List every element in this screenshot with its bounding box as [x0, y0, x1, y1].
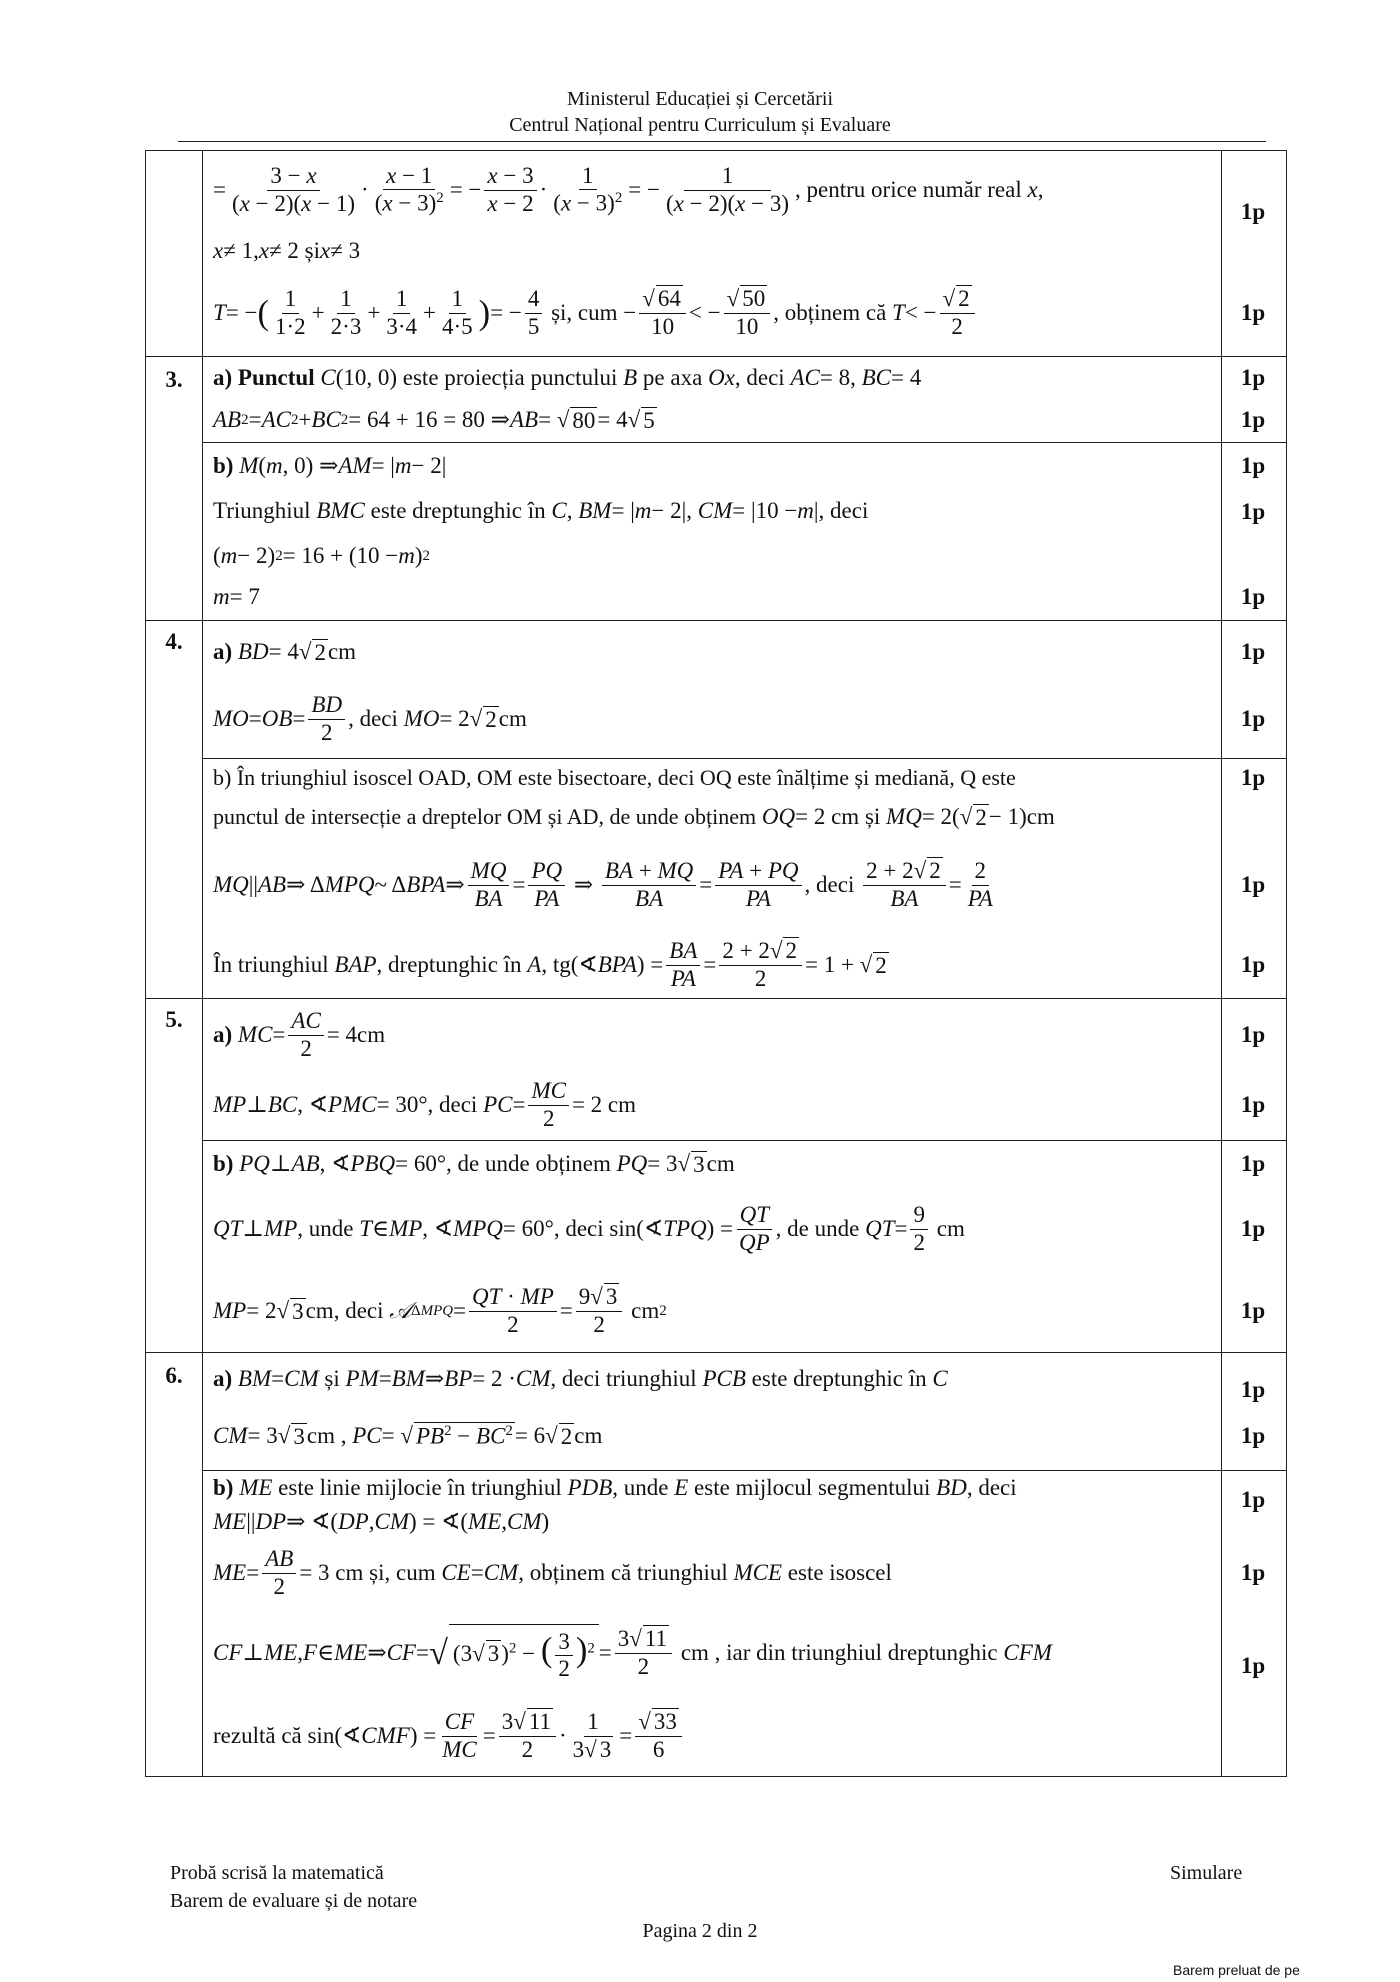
points-5b-1: 1p	[1240, 1151, 1266, 1176]
grading-table	[145, 150, 1287, 1777]
points-4b-3: 1p	[1240, 952, 1266, 977]
points-6a-1: 1p	[1240, 1377, 1266, 1402]
points-4b-1: 1p	[1240, 765, 1266, 790]
text-4b: b) În triunghiul isoscel OAD, OM este bisectoare, deci OQ este înălțime și mediană, Q este	[213, 765, 1016, 790]
footer-exam: Probă scrisă la matematică	[170, 1862, 384, 1884]
points-6b-2: 1p	[1240, 1560, 1266, 1585]
points-4a-1: 1p	[1240, 639, 1266, 664]
row-item-5a: 5. a) MC = AC 2 = 4cm 1p MP ⊥ BC , ∢ PMC = 30° , deci PC = MC 2 = 2 cm 1p	[146, 999, 1287, 1141]
page-number: Pagina 2 din 2	[642, 1920, 758, 1942]
points-3b-3: 1p	[1240, 584, 1266, 609]
row-item-4a: 4. a) BD = 4√ 2 cm 1p MO = OB = BD 2 , deci MO = 2√ 2 cm 1p	[146, 621, 1287, 759]
points-5a-1: 1p	[1240, 1022, 1266, 1047]
text-we-get: , obținem că	[773, 300, 887, 325]
points-3a-2: 1p	[1240, 407, 1266, 432]
item-number-6: 6.	[165, 1363, 183, 1388]
points-3b-1: 1p	[1240, 453, 1266, 478]
item-number-5: 5.	[165, 1007, 183, 1032]
row-item-4b: b) În triunghiul isoscel OAD, OM este bisectoare, deci OQ este înălțime și mediană, Q este 1p punctul de intersecție a dreptelor OM și AD, de unde obținem OQ = 2 cm și MQ = 2(√ 2 − 1)cm MQ || AB ⇒ Δ MPQ ~ Δ BPA ⇒ MQ BA = PQ PA ⇒ BA + MQ BA = PA + PQ PA , deci 2 + 2√ 2 BA = 2 PA 1p În triunghiul BAP , dreptunghic în A , tg(∢ BPA ) = BA PA = 2 + 2√ 2 2 = 1 + √ 2 1p	[146, 759, 1287, 999]
points-5a-2: 1p	[1240, 1092, 1266, 1117]
row-item-3a: 3. a) Punctul C (10, 0) este proiecția punctului B pe axa Ox , deci AC = 8, BC = 4 1p AB 2 = AC 2 + BC 2 = 64 + 16 = 80 ⇒ AB = √ 80 = 4√ 5 1p	[146, 357, 1287, 443]
text-3a: a) Punctul	[213, 365, 315, 390]
row-item-3b: b) M ( m , 0) ⇒ AM = | m − 2| 1p Triunghiul BMC este dreptunghic în C , BM = | m − 2|, CM = |10 − m | , deci 1p ( m − 2) 2 = 16 + (10 − m ) 2 m = 7 1p	[146, 443, 1287, 621]
points-3b-2: 1p	[1240, 499, 1266, 524]
row-item-6b: b) ME este linie mijlocie în triunghiul PDB , unde E este mijlocul segmentului BD , deci 1p ME || DP ⇒ ∢( DP , CM ) = ∢( ME , CM ) ME = AB 2 = 3 cm și, cum CE = CM , obținem că triunghiul MCE este isoscel 1p CF ⊥ ME , F ∈ ME ⇒ CF = √ (3√ 3)$^2$ − ( $\frac{3}{2}$ )$^2$ = 3√ 11 2 cm , iar din triunghiul dreptunghic CFM 1p rezultă că sin(∢ CMF ) = CF MC = 3√ 11 2 · 1 3√ 3 = √ 33 6	[146, 1471, 1287, 1777]
text-and-since: și, cum	[551, 300, 618, 325]
row-item-2-cont	[146, 151, 1287, 357]
points-2-1: 1p	[1240, 199, 1266, 224]
points-4a-2: 1p	[1240, 706, 1266, 731]
item-number-4: 4.	[165, 629, 183, 654]
text-for-any-real: , pentru orice număr real	[795, 177, 1022, 202]
footer-simulation: Simulare	[1170, 1862, 1243, 1884]
header-ministry: Ministerul Educației și Cercetării	[566, 88, 834, 110]
item-number-3: 3.	[165, 367, 183, 392]
footer-barem: Barem de evaluare și de notare	[170, 1890, 418, 1912]
item-2-solution: = 3 − x (x − 2)(x − 1) · x − 1 $(x - 3)^2$ = − x − 3 x − 2 · 1 $(x - 3)^2$ = − 1 (x − 2)(x − 3) , pentru orice număr real x , x ≠ 1, x ≠ 2 și x ≠ 3 1p T = − ( 1 1·2 + 1 2·3 + 1 3·4 + 1 4·5 ) = − 4 5 și, cum − √ 64 10 < − √ 50 10 , obținem că T < − √ 2 2 1p	[203, 151, 1222, 357]
points-2-2: 1p	[1240, 300, 1266, 325]
corner-note: Barem preluat de pe	[1173, 1962, 1300, 1978]
points-5b-3: 1p	[1240, 1298, 1266, 1323]
points-6a-2: 1p	[1240, 1423, 1266, 1448]
header-center: Centrul Național pentru Curriculum și Evaluare	[509, 114, 891, 136]
header-rule	[178, 141, 1266, 142]
points-5b-2: 1p	[1240, 1216, 1266, 1241]
row-item-5b: b) PQ ⊥ AB , ∢ PBQ = 60° , de unde obținem PQ = 3√ 3 cm 1p QT ⊥ MP , unde T ∈ MP , ∢ MPQ = 60° , deci sin(∢ TPQ ) = QT QP , de unde QT = 9 2 cm 1p MP = 2√ 3 cm , deci 𝒜 ΔMPQ = QT · MP 2 = 9√ 3 2 cm 2 1p	[146, 1141, 1287, 1353]
points-6b-1: 1p	[1240, 1487, 1266, 1512]
points-4b-2: 1p	[1240, 872, 1266, 897]
points-3a-1: 1p	[1240, 365, 1266, 390]
points-6b-3: 1p	[1240, 1653, 1266, 1678]
row-item-6a: 6. a) BM = CM și PM = BM ⇒ BP = 2 · CM , deci triunghiul PCB este dreptunghic în C 1p CM = 3√ 3 cm , PC = √ $PB^2 - BC^2$ = 6√ 2 cm 1p	[146, 1353, 1287, 1471]
